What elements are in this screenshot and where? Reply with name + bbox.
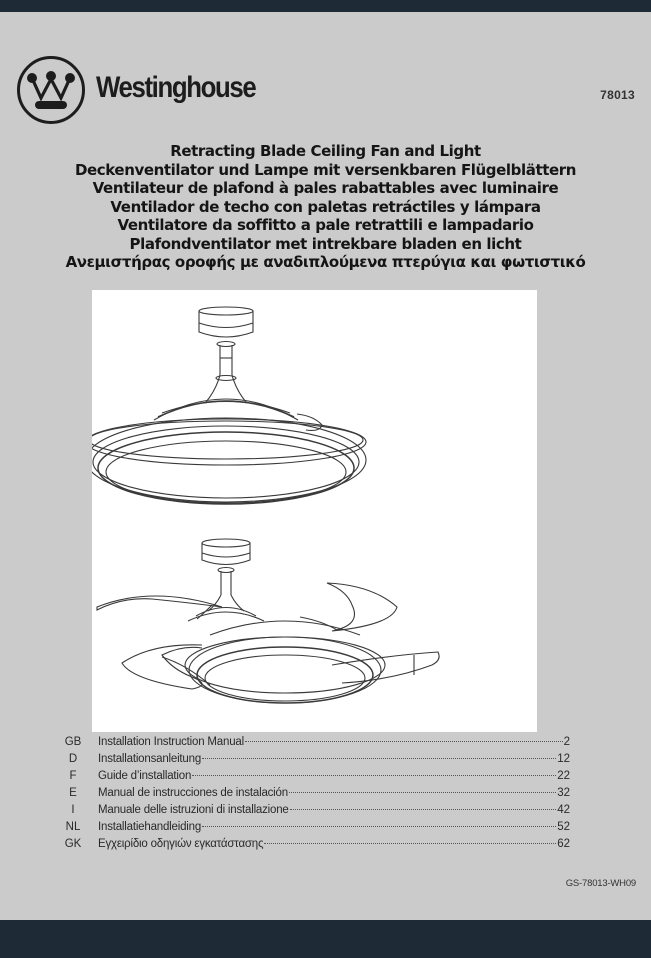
page-number: 62 — [557, 838, 570, 850]
title-fr: Ventilateur de plafond à pales rabattables avec luminaire — [92, 179, 559, 197]
toc-row-f[interactable] — [60, 768, 580, 785]
page-number: 12 — [557, 753, 570, 765]
page-number: 42 — [557, 804, 570, 816]
language-code: I — [71, 804, 75, 816]
language-code: E — [69, 787, 77, 799]
title-en: Retracting Blade Ceiling Fan and Light — [170, 142, 481, 160]
leader-dots — [202, 826, 556, 827]
toc-label: Installatiehandleiding — [98, 821, 202, 833]
product-titles — [0, 142, 651, 272]
toc-label: Installationsanleitung — [98, 753, 202, 765]
toc-label: Guide d’installation — [98, 770, 192, 782]
fan-blades-extended-illustration — [97, 539, 439, 703]
toc-row-i[interactable] — [60, 802, 580, 819]
westinghouse-w-logo-icon — [16, 55, 86, 125]
toc-label: Manual de instrucciones de instalación — [98, 787, 288, 799]
page-number: 32 — [557, 787, 570, 799]
language-code: F — [69, 770, 77, 782]
leader-dots — [202, 758, 556, 759]
page-number: 52 — [557, 821, 570, 833]
page-number: 2 — [563, 736, 570, 748]
toc-row-d[interactable] — [60, 751, 580, 768]
fan-blades-retracted-illustration — [92, 307, 366, 504]
brand-name: Westinghouse — [96, 71, 256, 104]
title-gr: Ανεμιστήρας οροφής με αναδιπλούμενα πτερύγια και φωτιστικό — [65, 253, 586, 271]
title-de: Deckenventilator und Lampe mit versenkbaren Flügelblättern — [74, 160, 577, 179]
leader-dots — [192, 775, 556, 776]
language-code: D — [68, 753, 78, 765]
language-code: GB — [64, 736, 82, 748]
leader-dots — [264, 843, 556, 844]
title-nl: Plafondventilator met intrekbare bladen en licht — [129, 234, 522, 253]
page-number: 22 — [557, 770, 570, 782]
model-number: 78013 — [600, 88, 635, 102]
leader-dots — [290, 809, 557, 810]
table-of-contents — [60, 734, 580, 853]
leader-dots — [289, 792, 556, 793]
language-code: NL — [65, 821, 81, 833]
toc-row-e[interactable] — [60, 785, 580, 802]
document-code: GS-78013-WH09 — [565, 878, 636, 889]
toc-row-gb[interactable] — [60, 734, 580, 751]
toc-label: Εγχειρίδιο οδηγιών εγκατάστασης — [98, 838, 264, 850]
brand-logo — [16, 55, 256, 125]
viewer-top-bar — [0, 0, 651, 12]
language-code: GK — [64, 838, 82, 850]
toc-label: Installation Instruction Manual — [98, 736, 244, 748]
title-es: Ventilador de techo con paletas retráctiles y lámpara — [110, 197, 541, 216]
toc-row-nl[interactable] — [60, 819, 580, 836]
title-it: Ventilatore da soffitto a pale retrattili e lampadario — [117, 216, 534, 234]
toc-row-gk[interactable] — [60, 836, 580, 853]
toc-label: Manuale delle istruzioni di installazione — [98, 804, 289, 816]
product-illustration-panel — [92, 290, 537, 732]
leader-dots — [245, 741, 563, 742]
viewer-bottom-bar — [0, 920, 651, 958]
